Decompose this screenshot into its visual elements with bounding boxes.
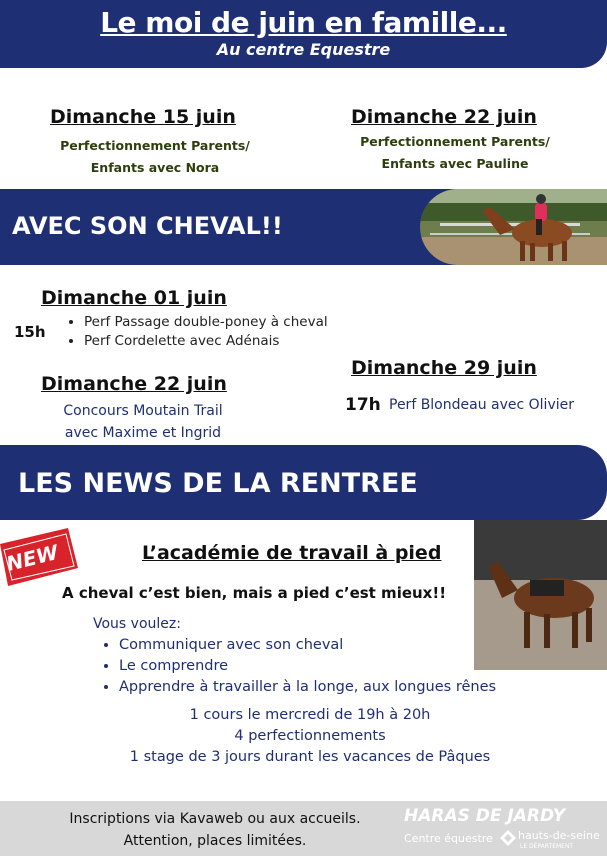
list-item: • Apprendre à travailler à la longe, aux longues rênes [119,677,589,698]
event-desc-29-juin: Perf Blondeau avec Olivier [389,397,574,413]
event-desc-line2: Enfants avec Nora [90,160,220,175]
event-desc-line1: Perfectionnement Parents/ [60,138,250,153]
news-title: L’académie de travail à pied [142,542,442,564]
haras-de-jardy-logo: HARAS DE JARDY [404,806,566,826]
event-time-15h: 15h [14,323,46,341]
event-date-22-juin: Dimanche 22 juin [351,106,537,128]
event-desc-15-juin [40,135,270,179]
event-desc-line1: Concours Moutain Trail [63,403,223,419]
event-date-15-juin: Dimanche 15 juin [50,106,236,128]
section-title-avec-son-cheval: AVEC SON CHEVAL!! [12,212,283,240]
footer-text [30,808,400,852]
event-date-01-juin: Dimanche 01 juin [41,287,227,309]
list-item: • Communiquer avec son cheval [119,635,589,656]
page-title: Le moi de juin en famille... [100,6,507,39]
footer-line1: Inscriptions via Kavaweb ou aux accueils. [69,811,361,827]
news-tagline: A cheval c’est bien, mais a pied c’est mieux!! [62,584,447,602]
section-title-news: LES NEWS DE LA RENTREE [18,468,418,499]
event-list-01-juin [66,313,384,351]
event-desc-line2: avec Maxime et Ingrid [64,425,222,441]
news-detail: 4 perfectionnements [234,728,386,744]
page-subtitle: Au centre Equestre [216,40,391,59]
news-details [0,705,607,768]
partner-logo-text: hauts-de-seine [518,829,600,842]
hauts-de-seine-icon [500,830,516,846]
event-time-17h: 17h [345,395,381,415]
news-intro: Vous voulez: [93,616,181,632]
rider-on-horse-photo [420,189,607,265]
event-date-29-juin: Dimanche 29 juin [351,357,537,379]
news-list [101,635,589,698]
event-date-22-juin-trail: Dimanche 22 juin [41,373,227,395]
list-item: • Perf Passage double-poney à cheval [84,313,384,332]
footer-line2: Attention, places limitées. [123,833,307,849]
event-desc-line2: Enfants avec Pauline [381,156,529,171]
list-item: • Le comprendre [119,656,589,677]
news-detail: 1 stage de 3 jours durant les vacances de Pâques [129,749,491,765]
list-item: • Perf Cordelette avec Adénais [84,332,384,351]
event-desc-22-juin [340,131,570,175]
partner-logo-sub: LE DÉPARTEMENT [520,843,574,850]
news-detail: 1 cours le mercredi de 19h à 20h [189,707,431,723]
logo-subtitle: Centre équestre [404,832,493,845]
event-desc-line1: Perfectionnement Parents/ [360,134,550,149]
new-badge [0,528,80,590]
event-desc-trail [30,400,256,444]
new-badge-label: NEW [3,540,61,576]
